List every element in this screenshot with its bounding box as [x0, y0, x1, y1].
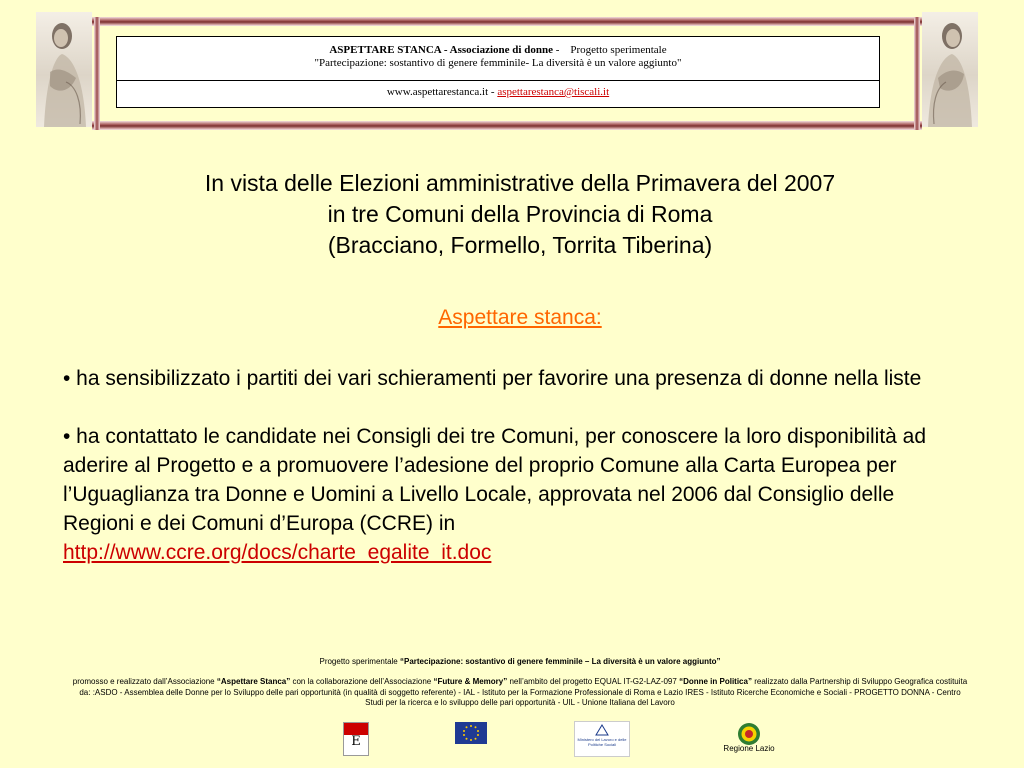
header-contacts: [117, 81, 879, 99]
footer-credits: [70, 677, 970, 709]
footer-text-4: realizzato dalla Partnership di Sviluppo Geografica costituita da: :ASDO - Assemblea delle Donne per lo Sviluppo delle pari opportunità (in qualità di soggetto referente) - IAL - Istituto per la Formazione Professionale di Roma e Lazio IRES - Istituto Ricerche Economiche e Sociali - PROGETTO DONNA - Centro Studi per la ricerca e lo sviluppo delle pari opportunità - UIL - Unione Italiana del Lavoro: [79, 677, 968, 707]
footer-bold-2: “Future & Memory”: [433, 677, 508, 686]
header-separator: -: [555, 44, 560, 56]
footer-bold-3: “Donne in Politica”: [679, 677, 752, 686]
footer-title-bold: “Partecipazione: sostantivo di genere femminile – La diversità è un valore aggiunto”: [399, 657, 721, 666]
intro-line-2: in tre Comuni della Provincia di Roma: [327, 201, 713, 227]
ministry-logo: [574, 721, 630, 757]
header-title-block: [117, 37, 879, 81]
bullet-item-1: • ha sensibilizzato i partiti dei vari schieramenti per favorire una presenza di donne nella liste: [63, 367, 922, 390]
project-tagline: "Partecipazione: sostantivo di genere femminile- La diversità è un valore aggiunto": [314, 57, 682, 69]
footer-bold-1: “Aspettare Stanca”: [216, 677, 291, 686]
ministry-logo-text: Ministero del Lavoro e delle Politiche Sociali: [577, 737, 627, 747]
regione-lazio-label: Regione Lazio: [723, 744, 775, 753]
intro-heading: [60, 168, 980, 261]
equal-logo-letter: E: [351, 734, 361, 749]
footer-title: [200, 656, 840, 667]
intro-line-3: (Bracciano, Formello, Torrita Tiberina): [327, 232, 713, 258]
contact-dash: -: [490, 86, 495, 98]
banner-stripe-left: [94, 17, 100, 130]
email-link[interactable]: aspettarestanca@tiscali.it: [497, 86, 610, 98]
section-subtitle: Aspettare stanca:: [438, 306, 602, 329]
regione-lazio-logo: [737, 722, 761, 746]
project-label: Progetto sperimentale: [570, 44, 667, 56]
portrait-right-image: [922, 12, 978, 127]
website-text: www.aspettarestanca.it: [386, 86, 489, 98]
header-banner: [36, 12, 978, 127]
eu-flag-logo: [455, 722, 487, 744]
banner-stripe-bottom: [92, 121, 922, 130]
ccre-link[interactable]: http://www.ccre.org/docs/charte_egalite_it.doc: [63, 541, 492, 564]
footer-text-2: con la collaborazione dell’Associazione: [292, 677, 432, 686]
equal-logo: [343, 722, 369, 756]
banner-stripe-right: [914, 17, 920, 130]
bullet-list: [63, 364, 963, 567]
portrait-left-image: [36, 12, 92, 127]
partner-logos: [0, 720, 1024, 760]
banner-stripe-top: [92, 17, 922, 26]
footer-text-3: nell’ambito del progetto EQUAL IT-G2-LAZ-097: [509, 677, 677, 686]
footer-title-prefix: Progetto sperimentale: [319, 657, 398, 666]
footer-text-1: promosso e realizzato dall’Associazione: [72, 677, 215, 686]
org-name: ASPETTARE STANCA - Associazione di donne: [329, 44, 553, 56]
header-info-box: [116, 36, 880, 108]
bullet-item-2: [63, 422, 963, 567]
bullet-item-2-text: • ha contattato le candidate nei Consigli dei tre Comuni, per conoscere la loro disponibilità ad aderire al Progetto e a promuovere l’adesione del proprio Comune alla Carta Europea per l’Uguaglianza tra Donne e Uomini a Livello Locale, approvata nel 2006 dal Consiglio delle Regioni e dei Comuni d’Europa (CCRE) in: [63, 425, 927, 535]
intro-line-1: In vista delle Elezioni amministrative della Primavera del 2007: [204, 170, 836, 196]
